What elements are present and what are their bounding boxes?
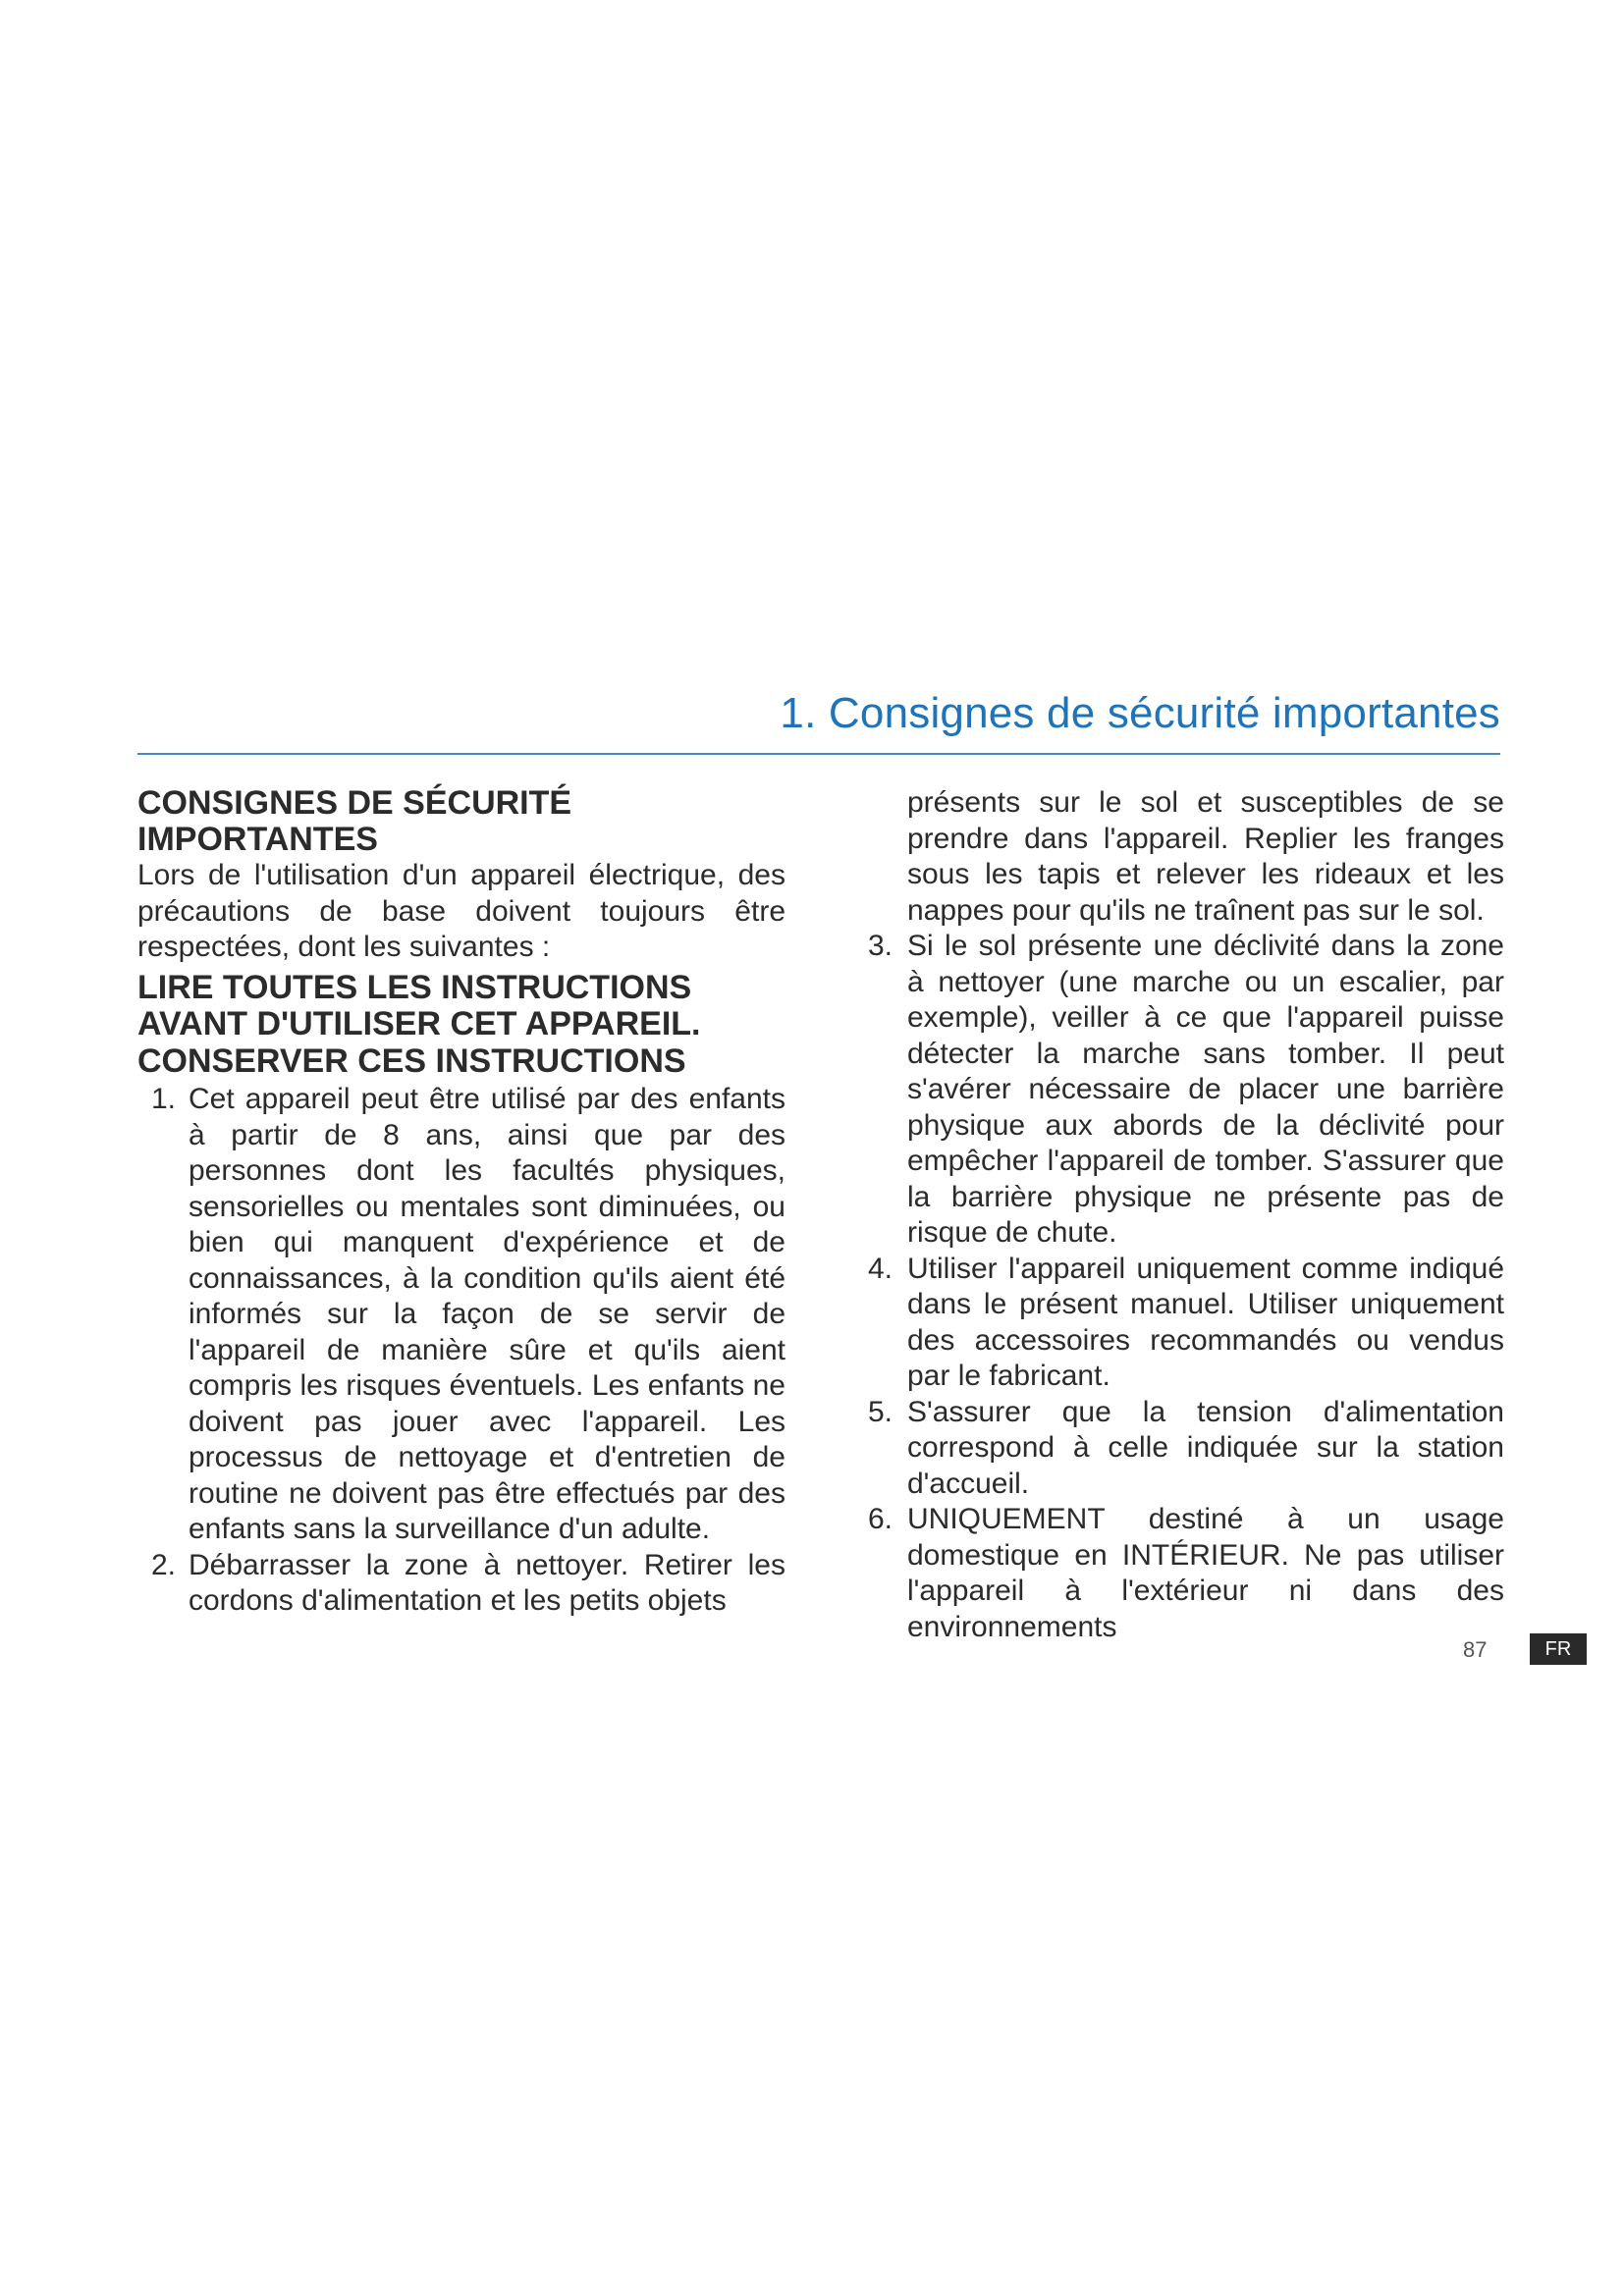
list-item <box>864 929 1504 1252</box>
item-text: UNIQUEMENT destiné à un usage domestique en INTÉRIEUR. Ne pas utiliser l'appareil à l'extérieur ni dans des environnements <box>907 1503 1504 1643</box>
language-badge: FR <box>1530 1633 1587 1665</box>
item-number: 2. <box>151 1548 177 1581</box>
left-column <box>137 785 785 1620</box>
item-text: Débarrasser la zone à nettoyer. Retirer les cordons d'alimentation et les petits objets <box>189 1548 785 1617</box>
item-number: 6. <box>868 1503 893 1535</box>
item-text: S'assurer que la tension d'alimentation correspond à celle indiquée sur la station d'accueil. <box>907 1395 1504 1500</box>
caps-line-1: LIRE TOUTES LES INSTRUCTIONS <box>137 968 692 1006</box>
section-title: 1. Consignes de sécurité importantes <box>780 689 1500 737</box>
item-number: 5. <box>868 1395 893 1428</box>
item-text: Cet appareil peut être utilisé par des enfants à partir de 8 ans, ainsi que par des personnes dont les facultés physiques, sensorielles ou mentales sont diminuées, ou bien qui manquent d'expérience et de connaissances, à la condition qu'ils aient été informés sur la façon de se servir de l'appareil de manière sûre et qu'ils aient compris les risques éventuels. Les enfants ne doivent pas jouer avec l'appareil. Les processus de nettoyage et d'entretien de routine ne doivent pas être effectués par des enfants sans la surveillance d'un adulte. <box>189 1083 785 1545</box>
header-rule <box>137 753 1500 755</box>
intro-paragraph: Lors de l'utilisation d'un appareil électrique, des précautions de base doivent toujours être respectées, dont les suivantes : <box>137 859 785 963</box>
main-heading: CONSIGNES DE SÉCURITÉ IMPORTANTES <box>137 784 572 858</box>
item-number: 1. <box>151 1083 177 1115</box>
caps-line-3: CONSERVER CES INSTRUCTIONS <box>137 1041 686 1080</box>
right-column <box>864 785 1504 1645</box>
page-number: 87 <box>1463 1637 1488 1662</box>
caps-line-2: AVANT D'UTILISER CET APPAREIL. <box>137 1005 701 1042</box>
read-instructions-heading <box>137 970 785 1081</box>
list-item <box>864 1252 1504 1395</box>
item-number: 4. <box>868 1252 893 1285</box>
list-item <box>864 1502 1504 1645</box>
item-number: 3. <box>868 930 893 962</box>
item-text: Utiliser l'appareil uniquement comme indiqué dans le présent manuel. Utiliser uniquement des accessoires recommandés ou vendus par le fabricant. <box>907 1252 1504 1392</box>
list-item <box>864 1395 1504 1503</box>
continued-text: présents sur le sol et susceptibles de se prendre dans l'appareil. Replier les franges sous les tapis et relever les rideaux et les nappes pour qu'ils ne traînent pas sur le sol. <box>907 786 1504 927</box>
list-item <box>137 1548 785 1620</box>
list-item <box>137 1082 785 1548</box>
item-text: Si le sol présente une déclivité dans la zone à nettoyer (une marche ou un escalier, par exemple), veiller à ce que l'appareil puisse détecter la marche sans tomber. Il peut s'avérer nécessaire de placer une barrière physique aux abords de la déclivité pour empêcher l'appareil de tomber. S'assurer que la barrière physique ne présente pas de risque de chute. <box>907 930 1504 1249</box>
